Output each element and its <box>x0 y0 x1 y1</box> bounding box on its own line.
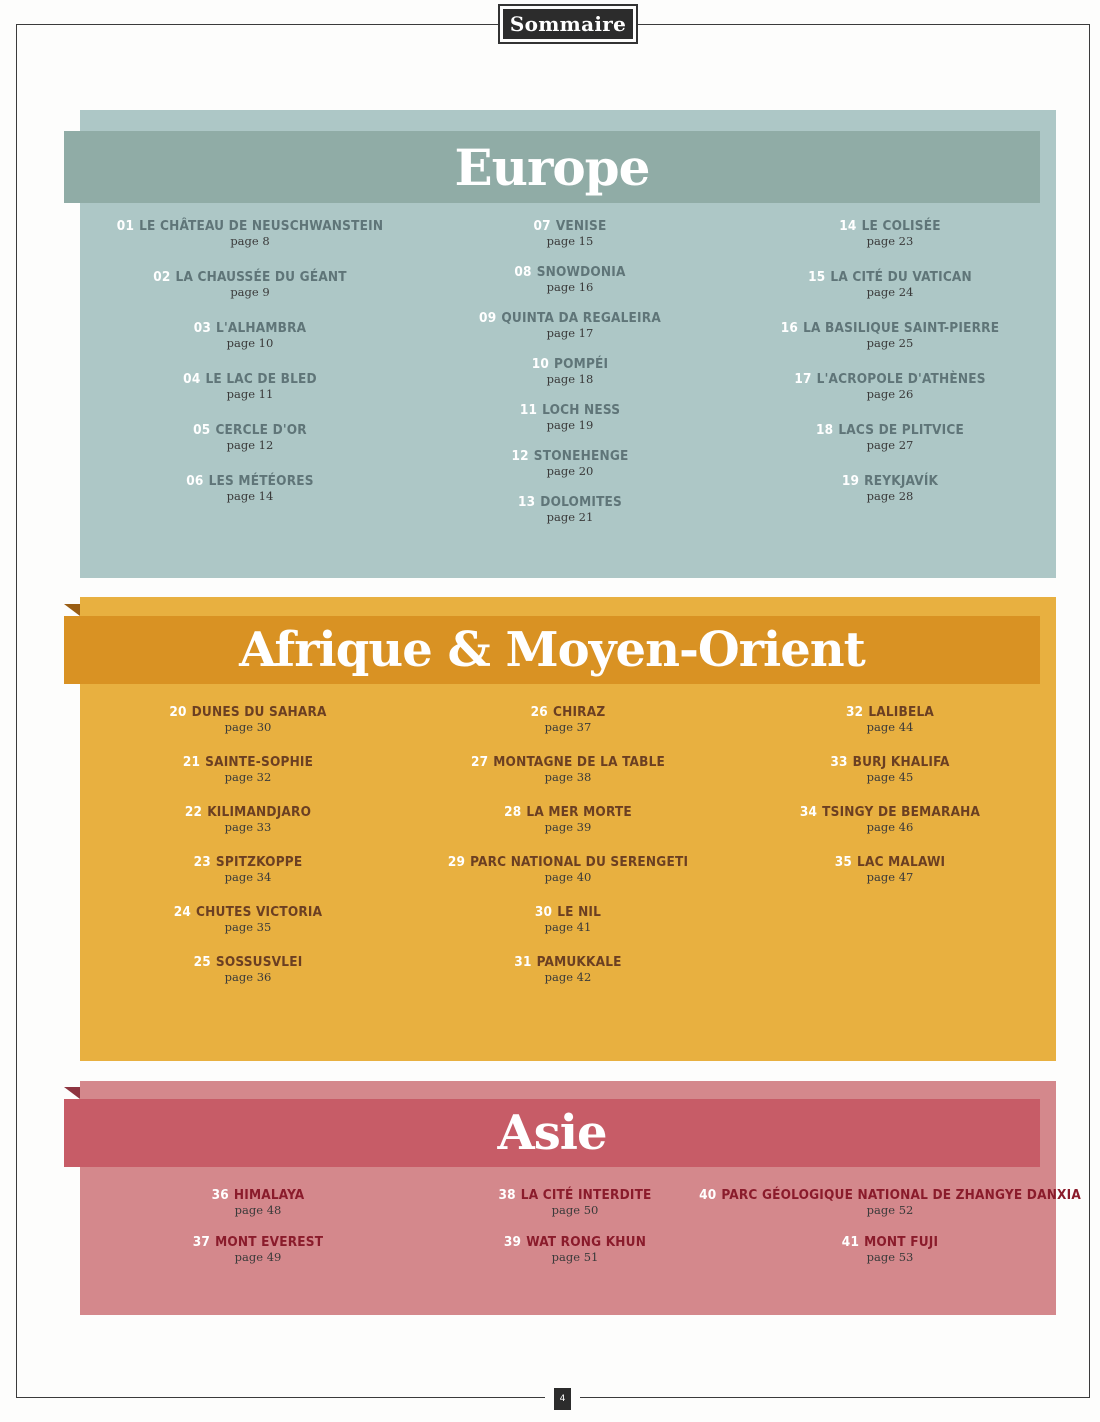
toc-entry-page: page 17 <box>546 326 594 340</box>
toc-entry[interactable] <box>117 218 383 269</box>
asie-title-text: Asie <box>497 1105 607 1161</box>
toc-entry-title <box>699 1187 1081 1203</box>
toc-entry-label: PAMUKKALE <box>536 954 622 970</box>
toc-entry-title <box>514 954 621 970</box>
toc-entry-label: LAC MALAWI <box>857 854 946 870</box>
toc-entry-page: page 52 <box>866 1203 914 1217</box>
toc-entry-page: page 53 <box>866 1250 914 1264</box>
toc-entry-label: SNOWDONIA <box>536 264 626 280</box>
section-title-afrique <box>64 616 1040 684</box>
toc-entry-page: page 12 <box>226 438 274 452</box>
toc-entry-number: 22 <box>184 804 203 820</box>
toc-entry[interactable] <box>194 320 307 371</box>
toc-entry-page: page 41 <box>544 920 592 934</box>
toc-entry-title <box>816 422 964 438</box>
toc-entry[interactable] <box>518 494 622 540</box>
toc-entry-number: 03 <box>193 320 212 336</box>
toc-entry-title <box>194 954 303 970</box>
toc-entry-page: page 18 <box>546 372 594 386</box>
europe-column-1 <box>100 218 400 524</box>
toc-entry-number: 09 <box>479 310 497 326</box>
toc-entry-page: page 50 <box>551 1203 599 1217</box>
toc-entry[interactable] <box>479 310 661 356</box>
toc-entry-page: page 8 <box>230 234 270 248</box>
toc-entry-title <box>534 218 607 234</box>
toc-entry-number: 17 <box>794 371 812 387</box>
toc-entry-page: page 28 <box>866 489 914 503</box>
toc-entry-page: page 48 <box>234 1203 282 1217</box>
asie-column-2 <box>425 1187 725 1281</box>
toc-entry-title <box>830 754 949 770</box>
toc-entry-number: 21 <box>182 754 201 770</box>
toc-entry-page: page 27 <box>866 438 914 452</box>
toc-entry-title <box>514 264 625 280</box>
toc-entry[interactable] <box>794 371 985 422</box>
toc-entry-number: 15 <box>808 269 826 285</box>
toc-entry[interactable] <box>699 1187 1081 1234</box>
europe-column-2 <box>420 218 720 540</box>
toc-entry-number: 23 <box>193 854 211 870</box>
toc-entry-label: MONT EVEREST <box>215 1234 324 1250</box>
sommaire-tag <box>498 4 638 44</box>
toc-entry-page: page 25 <box>866 336 914 350</box>
toc-entry-number: 13 <box>517 494 536 510</box>
toc-entry-page: page 33 <box>224 820 272 834</box>
toc-entry-number: 07 <box>533 218 551 234</box>
afrique-title-text: Afrique & Moyen-Orient <box>239 622 865 678</box>
toc-entry-label: MONT FUJI <box>864 1234 939 1250</box>
asie-column-1 <box>108 1187 408 1281</box>
toc-entry-label: L'ALHAMBRA <box>216 320 307 336</box>
toc-entry-number: 32 <box>846 704 864 720</box>
toc-entry-page: page 30 <box>224 720 272 734</box>
toc-entry-number: 08 <box>514 264 532 280</box>
toc-entry-number: 41 <box>841 1234 860 1250</box>
toc-entry-label: PARC GÉOLOGIQUE NATIONAL DE ZHANGYE DANXIA <box>721 1187 1081 1203</box>
toc-entry-title <box>842 1234 938 1250</box>
toc-entry-title <box>498 1187 651 1203</box>
toc-entry-number: 39 <box>503 1234 522 1250</box>
toc-entry[interactable] <box>842 473 938 524</box>
toc-entry[interactable] <box>800 804 980 854</box>
toc-entry[interactable] <box>532 356 609 402</box>
afrique-column-3 <box>740 704 1040 904</box>
toc-entry-page: page 46 <box>866 820 914 834</box>
toc-entry-label: LE CHÂTEAU DE NEUSCHWANSTEIN <box>139 218 384 234</box>
toc-entry[interactable] <box>520 402 620 448</box>
toc-entry-label: LES MÉTÉORES <box>208 473 314 489</box>
toc-entry-label: MONTAGNE DE LA TABLE <box>493 754 666 770</box>
toc-entry-title <box>193 422 307 438</box>
toc-entry[interactable] <box>194 854 303 904</box>
toc-entry-page: page 36 <box>224 970 272 984</box>
toc-entry-page: page 34 <box>224 870 272 884</box>
toc-entry-number: 01 <box>116 218 135 234</box>
toc-entry-title <box>839 218 940 234</box>
toc-entry[interactable] <box>504 804 632 854</box>
toc-entry-page: page 21 <box>546 510 594 524</box>
toc-entry-label: WAT RONG KHUN <box>526 1234 647 1250</box>
toc-entry-title <box>808 269 972 285</box>
toc-entry-title <box>781 320 999 336</box>
toc-entry[interactable] <box>186 473 313 524</box>
toc-entry-number: 34 <box>799 804 818 820</box>
toc-entry-page: page 20 <box>546 464 594 478</box>
toc-entry-label: STONEHENGE <box>533 448 629 464</box>
toc-entry-page: page 37 <box>544 720 592 734</box>
toc-entry-page: page 47 <box>866 870 914 884</box>
toc-entry-page: page 19 <box>546 418 594 432</box>
band-fold-afrique <box>64 604 80 616</box>
toc-entry-number: 02 <box>153 269 171 285</box>
toc-entry-label: QUINTA DA REGALEIRA <box>501 310 661 326</box>
toc-entry-title <box>531 704 606 720</box>
toc-entry[interactable] <box>514 264 625 310</box>
toc-entry-title <box>846 704 934 720</box>
toc-entry-label: DOLOMITES <box>540 494 623 510</box>
toc-entry-number: 18 <box>816 422 834 438</box>
toc-entry-title <box>794 371 985 387</box>
toc-entry-number: 40 <box>699 1187 717 1203</box>
toc-entry-number: 27 <box>470 754 489 770</box>
toc-entry-title <box>535 904 601 920</box>
toc-entry-title <box>511 448 628 464</box>
toc-entry-label: LE COLISÉE <box>861 218 941 234</box>
toc-entry-page: page 10 <box>226 336 274 350</box>
toc-entry[interactable] <box>846 704 934 754</box>
toc-entry-label: LA CITÉ INTERDITE <box>520 1187 652 1203</box>
toc-entry[interactable] <box>212 1187 305 1234</box>
toc-entry[interactable] <box>183 754 313 804</box>
toc-entry-number: 11 <box>519 402 538 418</box>
toc-entry-page: page 49 <box>234 1250 282 1264</box>
afrique-column-2 <box>418 704 718 1004</box>
toc-entry[interactable] <box>193 1234 324 1281</box>
toc-entry[interactable] <box>842 1234 938 1281</box>
toc-entry[interactable] <box>193 422 307 473</box>
toc-entry-title <box>185 804 311 820</box>
toc-entry-number: 10 <box>531 356 550 372</box>
toc-entry-label: SPITZKOPPE <box>215 854 303 870</box>
toc-entry-label: CHIRAZ <box>552 704 606 720</box>
toc-entry[interactable] <box>514 954 621 1004</box>
toc-entry-number: 35 <box>834 854 853 870</box>
toc-entry[interactable] <box>835 854 946 904</box>
toc-entry-label: KILIMANDJARO <box>207 804 312 820</box>
toc-entry-label: TSINGY DE BEMARAHA <box>822 804 981 820</box>
toc-entry-number: 16 <box>780 320 799 336</box>
toc-entry-number: 05 <box>193 422 211 438</box>
toc-entry-title <box>117 218 383 234</box>
europe-column-3 <box>740 218 1040 524</box>
toc-entry-label: L'ACROPOLE D'ATHÈNES <box>816 371 986 387</box>
toc-entry-page: page 32 <box>224 770 272 784</box>
toc-entry-number: 14 <box>839 218 857 234</box>
toc-entry-number: 19 <box>841 473 860 489</box>
toc-entry-number: 12 <box>511 448 529 464</box>
toc-entry-number: 28 <box>504 804 522 820</box>
toc-entry-label: LA CHAUSSÉE DU GÉANT <box>175 269 347 285</box>
toc-entry-title <box>504 804 632 820</box>
toc-entry-number: 30 <box>534 904 553 920</box>
toc-entry-page: page 40 <box>544 870 592 884</box>
toc-entry-number: 38 <box>498 1187 516 1203</box>
toc-entry-label: LALIBELA <box>868 704 934 720</box>
toc-entry-page: page 24 <box>866 285 914 299</box>
toc-entry-page: page 11 <box>226 387 274 401</box>
toc-entry-title <box>194 320 307 336</box>
toc-entry[interactable] <box>174 904 323 954</box>
toc-entry-number: 37 <box>192 1234 211 1250</box>
toc-entry-page: page 45 <box>866 770 914 784</box>
toc-entry-number: 33 <box>830 754 848 770</box>
toc-entry-title <box>448 854 688 870</box>
toc-entry[interactable] <box>185 804 311 854</box>
toc-entry-page: page 39 <box>544 820 592 834</box>
toc-entry[interactable] <box>511 448 628 494</box>
toc-entry-title <box>800 804 980 820</box>
toc-entry-page: page 23 <box>866 234 914 248</box>
toc-entry-page: page 35 <box>224 920 272 934</box>
toc-entry-page: page 42 <box>544 970 592 984</box>
toc-entry-title <box>518 494 622 510</box>
toc-entry-title <box>212 1187 305 1203</box>
toc-entry-number: 29 <box>447 854 466 870</box>
toc-entry[interactable] <box>471 754 665 804</box>
toc-entry-label: DUNES DU SAHARA <box>191 704 327 720</box>
toc-entry-label: LE LAC DE BLED <box>205 371 317 387</box>
toc-entry[interactable] <box>808 269 972 320</box>
toc-entry-label: PARC NATIONAL DU SERENGETI <box>470 854 689 870</box>
toc-entry-label: REYKJAVÍK <box>864 473 939 489</box>
toc-entry-label: VENISE <box>555 218 607 234</box>
toc-entry-page: page 26 <box>866 387 914 401</box>
toc-entry-number: 26 <box>530 704 548 720</box>
toc-entry-page: page 14 <box>226 489 274 503</box>
toc-entry-page: page 9 <box>230 285 270 299</box>
toc-entry-title <box>169 704 326 720</box>
toc-entry-page: page 44 <box>866 720 914 734</box>
toc-entry-label: CERCLE D'OR <box>215 422 307 438</box>
toc-entry[interactable] <box>169 704 326 754</box>
band-fold-asie <box>64 1087 80 1099</box>
toc-entry-title <box>174 904 323 920</box>
toc-entry-label: LACS DE PLITVICE <box>838 422 964 438</box>
afrique-column-1 <box>98 704 398 1004</box>
toc-entry-number: 04 <box>183 371 201 387</box>
toc-entry-number: 20 <box>169 704 187 720</box>
toc-entry-title <box>520 402 620 418</box>
toc-entry-label: POMPÉI <box>554 356 609 372</box>
toc-entry-title <box>183 371 317 387</box>
toc-entry[interactable] <box>504 1234 646 1281</box>
toc-entry[interactable] <box>535 904 601 954</box>
toc-entry-title <box>479 310 661 326</box>
toc-entry-number: 24 <box>173 904 192 920</box>
toc-entry[interactable] <box>781 320 999 371</box>
toc-entry-title <box>183 754 313 770</box>
europe-title-text: Europe <box>454 137 650 197</box>
toc-entry[interactable] <box>183 371 317 422</box>
section-title-asie <box>64 1099 1040 1167</box>
toc-entry-title <box>504 1234 646 1250</box>
sommaire-label: Sommaire <box>503 9 633 39</box>
toc-entry-label: SAINTE-SOPHIE <box>205 754 314 770</box>
toc-entry-title <box>835 854 946 870</box>
toc-entry-title <box>532 356 609 372</box>
toc-entry-number: 06 <box>186 473 204 489</box>
toc-entry[interactable] <box>448 854 688 904</box>
toc-entry-title <box>194 854 303 870</box>
toc-entry-label: HIMALAYA <box>233 1187 305 1203</box>
toc-entry[interactable] <box>531 704 606 754</box>
toc-entry-label: BURJ KHALIFA <box>852 754 950 770</box>
toc-entry-title <box>193 1234 324 1250</box>
toc-entry-number: 36 <box>211 1187 229 1203</box>
toc-entry-title <box>471 754 665 770</box>
toc-entry[interactable] <box>534 218 607 264</box>
toc-entry-label: LA MER MORTE <box>526 804 632 820</box>
toc-entry-label: LOCH NESS <box>542 402 621 418</box>
toc-entry[interactable] <box>194 954 303 1004</box>
toc-entry[interactable] <box>816 422 964 473</box>
section-title-europe <box>64 131 1040 203</box>
toc-entry-page: page 15 <box>546 234 594 248</box>
toc-entry-title <box>153 269 347 285</box>
toc-entry-label: SOSSUSVLEI <box>215 954 303 970</box>
toc-entry[interactable] <box>830 754 949 804</box>
toc-entry-number: 25 <box>193 954 211 970</box>
toc-entry-label: LA CITÉ DU VATICAN <box>830 269 972 285</box>
toc-entry-number: 31 <box>514 954 532 970</box>
toc-entry[interactable] <box>839 218 940 269</box>
toc-entry-label: LE NIL <box>557 904 602 920</box>
toc-entry-label: LA BASILIQUE SAINT-PIERRE <box>803 320 1000 336</box>
toc-entry-label: CHUTES VICTORIA <box>196 904 323 920</box>
page-number: 4 <box>554 1388 571 1410</box>
asie-column-3 <box>699 1187 1081 1281</box>
toc-entry-page: page 38 <box>544 770 592 784</box>
toc-entry-page: page 51 <box>551 1250 599 1264</box>
toc-entry[interactable] <box>153 269 347 320</box>
toc-entry-title <box>842 473 938 489</box>
toc-entry-title <box>186 473 313 489</box>
toc-entry-page: page 16 <box>546 280 594 294</box>
toc-entry[interactable] <box>498 1187 651 1234</box>
